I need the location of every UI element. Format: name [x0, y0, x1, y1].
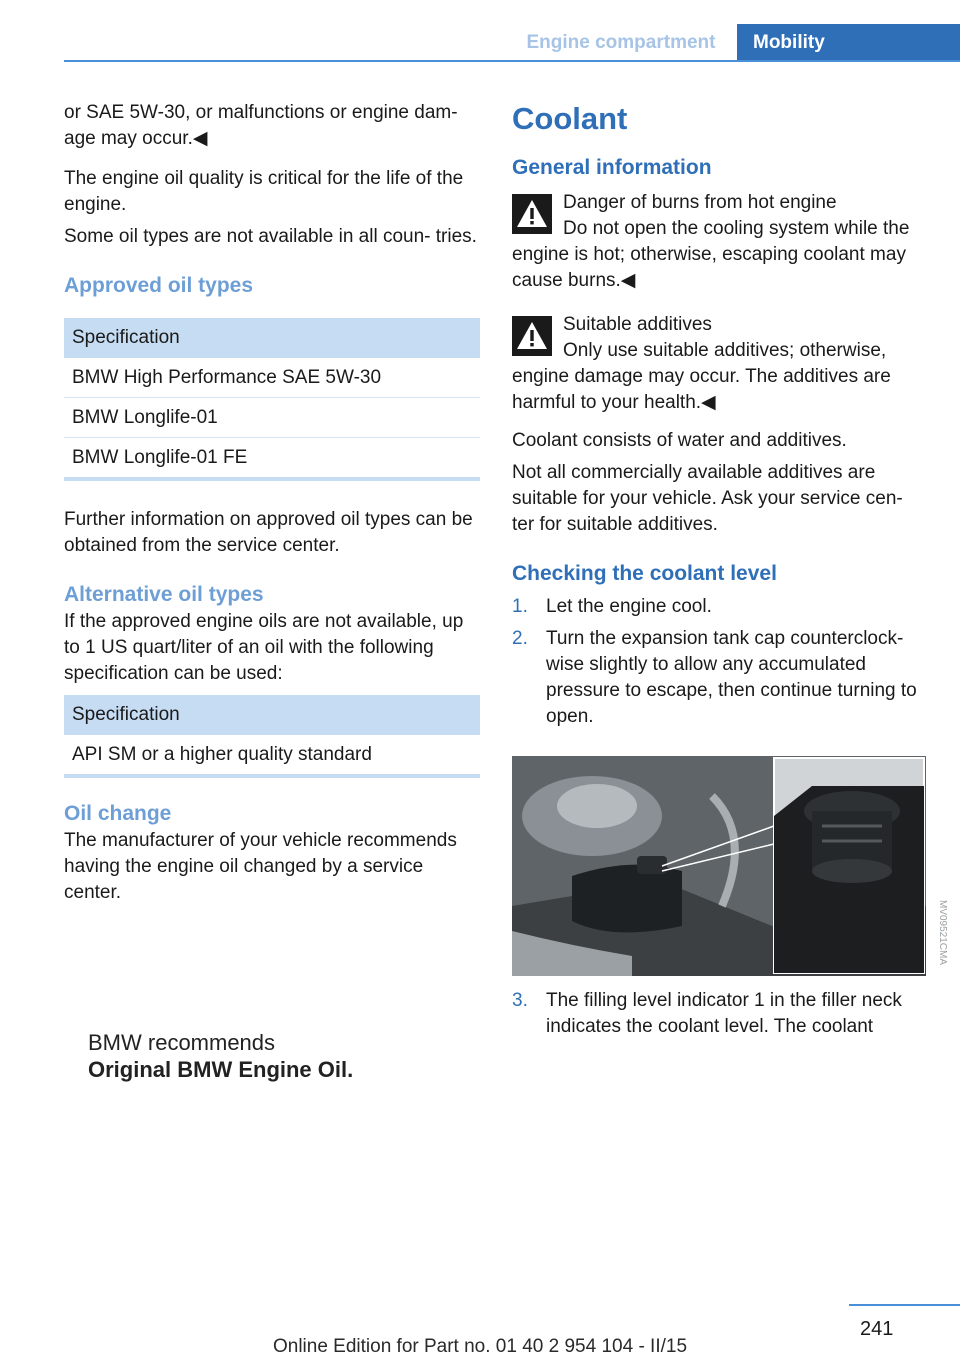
paragraph: The manufacturer of your vehicle recommends having the engine oil changed by a service center. [64, 830, 457, 903]
list-item [512, 594, 926, 620]
image-code-label [926, 900, 946, 976]
engine-bay-illustration [512, 756, 926, 976]
section-title-coolant: Coolant [512, 101, 628, 136]
list-item [512, 988, 926, 1040]
table-cell: API SM or a higher quality standard [72, 743, 372, 765]
paragraph: Not all commercially available additives are suitable for your vehicle. Ask your service cen‐ ter for suitable additives. [512, 462, 903, 535]
image-code-text: MV09521CMA [937, 900, 948, 966]
table-cell: BMW Longlife-01 FE [72, 446, 248, 468]
step-text: Turn the expansion tank cap counterclock‐ wise slightly to allow any accumulated pressure to escape, then continue turning to open. [546, 628, 917, 727]
table-bottom-rule [64, 774, 480, 778]
warning-text: Do not open the cooling system while the engine is hot; otherwise, escaping coolant may cause burns.◀ [512, 218, 910, 291]
paragraph: or SAE 5W-30, or malfunctions or engine dam‐ age may occur.◀ [64, 102, 458, 149]
approved-oil-table [64, 318, 480, 477]
heading-alternative-oil-types: Alternative oil types [64, 583, 264, 606]
header-rule [64, 60, 960, 62]
heading-general-information: General information [512, 156, 712, 179]
table-row [64, 358, 480, 398]
table-header: Specification [64, 695, 480, 735]
bmw-oil-recommendation-logo [88, 1030, 353, 1084]
table-row [64, 438, 480, 478]
paragraph: Further information on approved oil types can be obtained from the service center. [64, 509, 473, 556]
alternative-oil-table [64, 695, 480, 774]
heading-checking-coolant-level: Checking the coolant level [512, 562, 777, 585]
page-number: 241 [860, 1318, 894, 1340]
step-text: The filling level indicator 1 in the filler neck indicates the coolant level. The coolant [546, 990, 902, 1037]
list-item [512, 626, 926, 730]
paragraph: Some oil types are not available in all coun‐ tries. [64, 226, 477, 247]
step-number: 1. [512, 596, 528, 617]
header-chapter-tab [737, 24, 960, 62]
original-bmw-oil-line: Original BMW Engine Oil. [88, 1057, 354, 1082]
heading-oil-change: Oil change [64, 802, 172, 825]
header-section-title: Engine compartment [526, 32, 716, 53]
step-number: 3. [512, 990, 528, 1011]
step-text: Let the engine cool. [546, 596, 712, 617]
steps-list [512, 988, 926, 1040]
steps-continued [512, 988, 926, 1040]
bmw-recommends-line: BMW recommends [88, 1030, 276, 1055]
paragraph: The engine oil quality is critical for the life of the engine. [64, 168, 464, 215]
table-cell: BMW High Performance SAE 5W-30 [64, 358, 480, 398]
table-bottom-rule [64, 477, 480, 481]
chapter-tab-label: Mobility [753, 32, 825, 53]
heading-approved-oil-types: Approved oil types [64, 274, 254, 297]
table-header: Specification [64, 318, 480, 358]
left-column [64, 100, 480, 906]
alt-oil-table-wrap [64, 695, 480, 778]
paragraph: Coolant consists of water and additives. [512, 430, 847, 451]
warning-triangle-icon [512, 316, 552, 356]
footer-rule [849, 1304, 960, 1306]
steps-list [512, 594, 926, 730]
table-row [64, 398, 480, 438]
table-row [64, 735, 480, 774]
warning-text: Only use suitable additives; otherwise, engine damage may occur. The additives are harmful to your health.◀ [512, 340, 891, 413]
warning-title: Danger of burns from hot engine [563, 192, 837, 213]
paragraph: If the approved engine oils are not available, up to 1 US quart/liter of an oil with the following specification can be used: [64, 611, 464, 684]
coolant-tank-photo [512, 756, 926, 976]
warning-block [512, 312, 926, 416]
warning-triangle-icon [512, 194, 552, 234]
footer-edition: Online Edition for Part no. 01 40 2 954 104 - II/15 [272, 1336, 688, 1357]
warning-block [512, 190, 926, 294]
step-number: 2. [512, 628, 528, 649]
warning-title: Suitable additives [563, 314, 712, 335]
right-column [512, 100, 926, 730]
approved-oil-table-wrap [64, 318, 480, 481]
table-cell: BMW Longlife-01 [64, 398, 480, 438]
